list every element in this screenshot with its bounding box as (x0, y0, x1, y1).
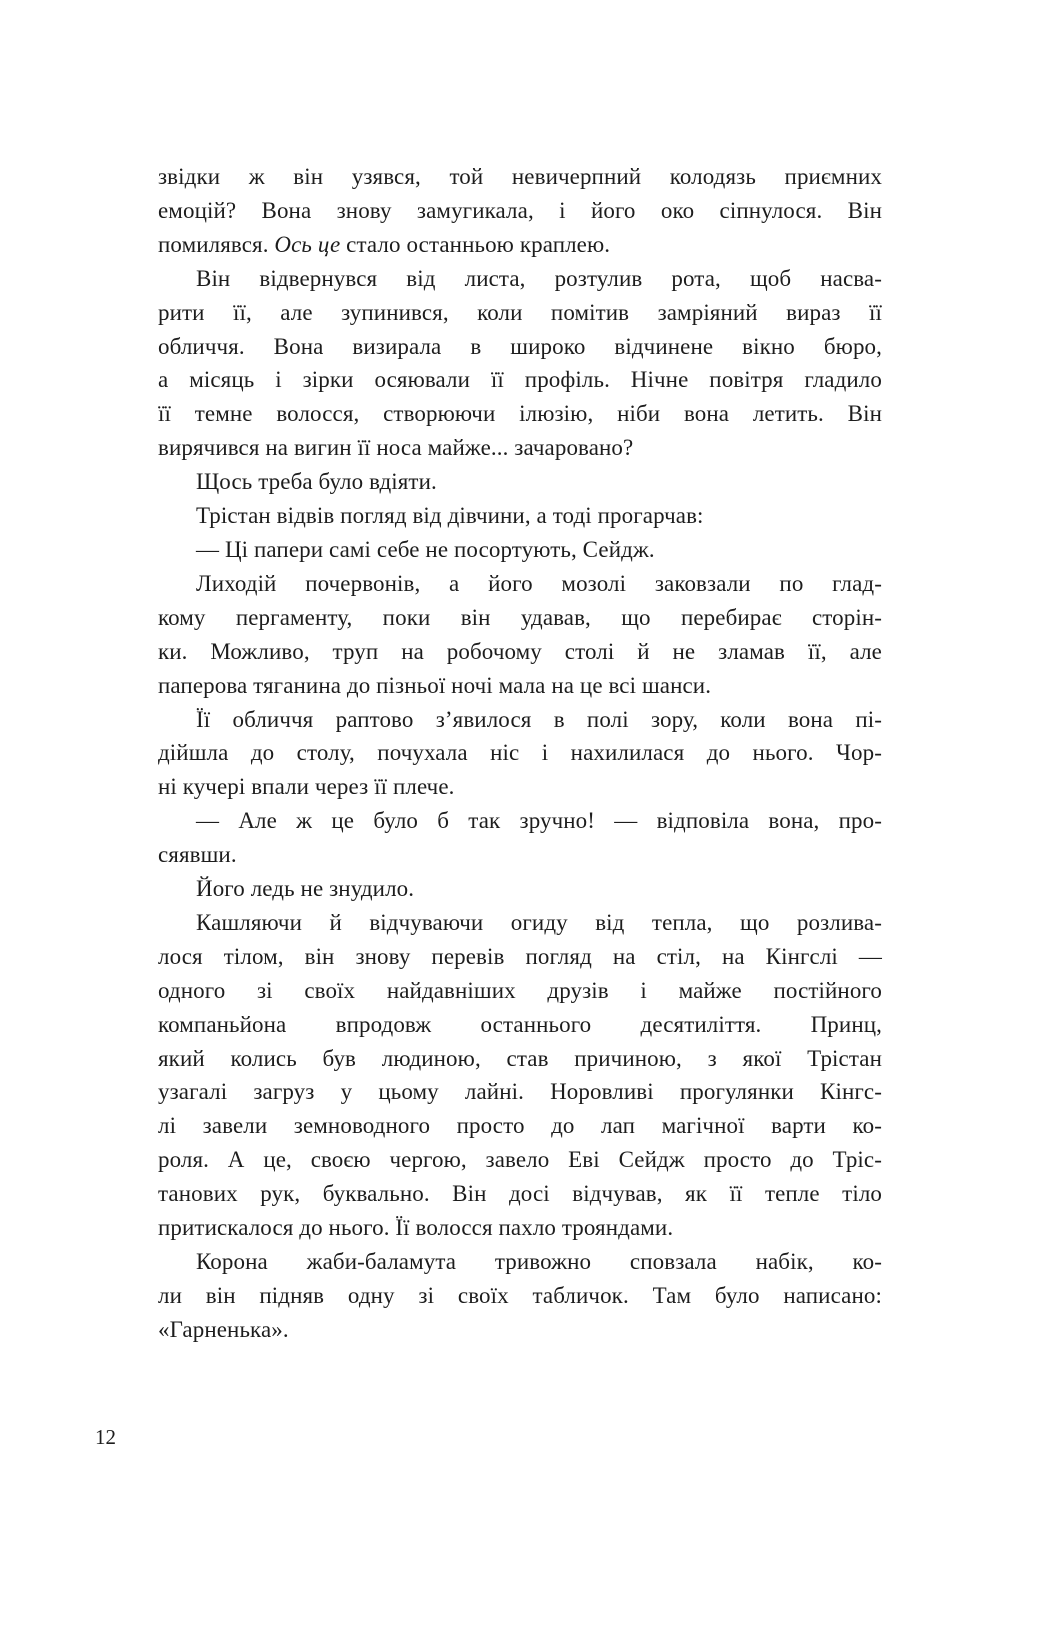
paragraph (158, 533, 882, 567)
text-line: Лиходій почервонів, а його мозолі заковзали по глад- (196, 570, 882, 596)
text-line: лі завели земноводного просто до лап магічної варти ко- (158, 1113, 882, 1139)
text-line: її темне волосся, створюючи ілюзію, ніби вона летить. Він (158, 401, 882, 427)
text-line: лося тілом, він знову перевів погляд на стіл, на Кінгслі — (158, 943, 882, 969)
text-line: компаньйона впродовж останнього десятиліття. Принц, (158, 1011, 882, 1037)
text-line: узагалі загруз у цьому лайні. Норовливі прогулянки Кінгс- (158, 1079, 882, 1105)
paragraph (158, 703, 882, 805)
paragraph (158, 262, 882, 465)
text-line: «Гарненька». (158, 1316, 289, 1342)
text-line: — Але ж це було б так зручно! — відповіла вона, про- (196, 808, 882, 834)
paragraph (158, 465, 882, 499)
text-line: Трістан відвів погляд від дівчини, а тоді прогарчав: (196, 503, 704, 529)
page-number: 12 (95, 1425, 116, 1449)
text-line: Щось треба було вдіяти. (196, 469, 437, 495)
text-line: Кашляючи й відчуваючи огиду від тепла, що розлива- (196, 909, 882, 935)
text-line: одного зі своїх найдавніших друзів і майже постійного (158, 977, 882, 1003)
paragraph (158, 1245, 882, 1347)
text-line: ли він підняв одну зі своїх табличок. Там було написано: (158, 1282, 882, 1308)
text-line: Корона жаби-баламута тривожно сповзала набік, ко- (196, 1249, 882, 1274)
text-line: сяявши. (158, 842, 237, 868)
text-line: який колись був людиною, став причиною, з якої Трістан (158, 1045, 882, 1071)
text-line: танових рук, буквально. Він досі відчував, як її тепле тіло (158, 1181, 882, 1207)
text-line: притискалося до нього. Її волосся пахло трояндами. (158, 1215, 674, 1241)
text-line: звідки ж він узявся, той невичерпний колодязь приємних (158, 164, 882, 189)
text-line: ні кучері впали через її плече. (158, 774, 455, 800)
text-line: вирячився на вигин її носа майже... зачаровано? (158, 435, 634, 461)
text-line: кому пергаменту, поки він удавав, що перебирає сторін- (158, 604, 882, 630)
text-line: ки. Можливо, труп на робочому столі й не зламав її, але (158, 638, 882, 664)
text-line: — Ці папери самі себе не посортують, Сейдж. (196, 536, 655, 562)
paragraph (158, 906, 882, 1245)
text-line: Його ледь не знудило. (196, 876, 415, 902)
text-line: Він відвернувся від листа, розтулив рота, щоб насва- (196, 265, 882, 291)
paragraph (158, 499, 882, 533)
paragraph (158, 567, 882, 703)
text-line: дійшла до столу, почухала ніс і нахилилася до нього. Чор- (158, 740, 882, 766)
paragraph (158, 804, 882, 872)
paragraph (158, 160, 882, 262)
text-line: паперова тяганина до пізньої ночі мала на це всі шанси. (158, 672, 712, 698)
text-line: роля. А це, своєю чергою, завело Еві Сейдж просто до Тріс- (158, 1147, 882, 1173)
text-line: Її обличчя раптово з’явилося в полі зору, коли вона пі- (196, 706, 882, 732)
text-line: помилявся. Ось це стало останньою краплею. (158, 231, 611, 257)
text-line: рити її, але зупинився, коли помітив замріяний вираз її (158, 299, 882, 325)
paragraph (158, 872, 882, 906)
text-line: обличчя. Вона визирала в широко відчинене вікно бюро, (158, 333, 882, 359)
text-line: а місяць і зірки осяювали її профіль. Нічне повітря гладило (158, 367, 882, 393)
text-block (158, 160, 882, 1347)
text-line: емоцій? Вона знову замугикала, і його око сіпнулося. Він (158, 197, 882, 223)
